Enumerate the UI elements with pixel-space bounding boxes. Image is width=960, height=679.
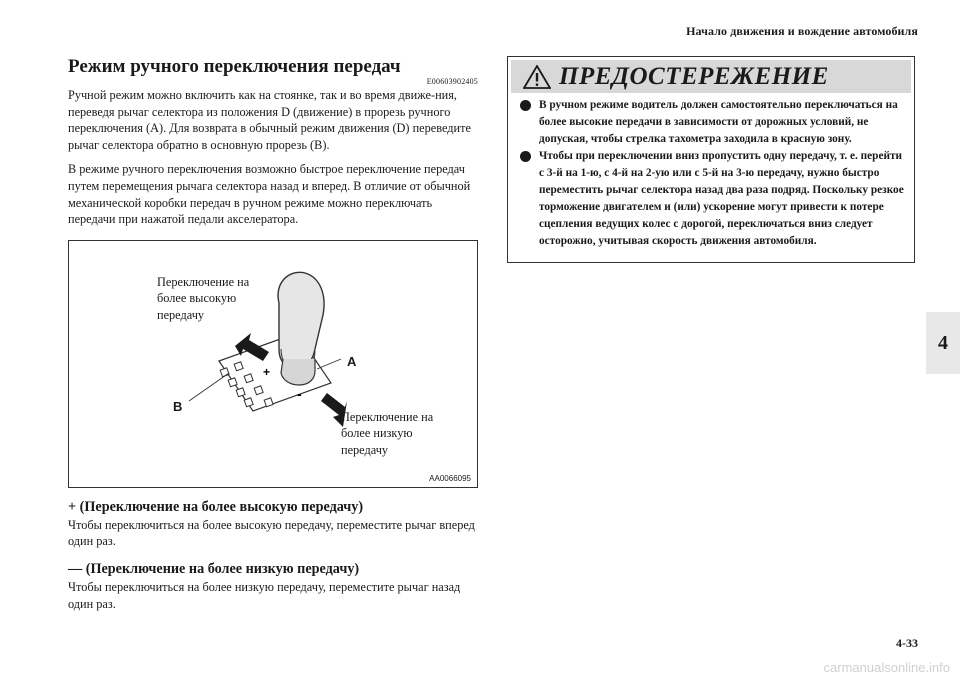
paragraph-description: В режиме ручного переключения возможно быстрое переключение передач путем перемещения рычага селектора назад и вперед. В отличие от обычной механической коробки передач в ручном режиме можно переключать передачи при нажатой педали акселератора. <box>68 162 471 227</box>
warning-title: ПРЕДОСТЕРЕЖЕНИЕ <box>559 62 829 90</box>
warning-item <box>520 97 904 148</box>
warning-icon <box>523 65 551 89</box>
leader-line-a <box>317 359 341 369</box>
warning-item-text: В ручном режиме водитель должен самостоятельно переключаться на более высокие передачи в зависимости от дорожных условий, не допуская, чтобы стрелка тахометра заходила в красную зону. <box>539 99 898 145</box>
plus-mark: + <box>263 364 271 379</box>
main-column <box>68 55 478 612</box>
chapter-tab: 4 <box>926 312 960 374</box>
warning-header <box>511 60 911 93</box>
downshift-heading: — (Переключение на более низкую передачу) <box>68 560 360 577</box>
letter-a: A <box>347 353 357 369</box>
running-header: Начало движения и вождение автомобиля <box>686 24 918 38</box>
section-title: Режим ручного переключения передач <box>68 56 401 77</box>
figure-code: AA0066095 <box>429 473 471 483</box>
leader-line-b <box>189 373 229 401</box>
warning-item <box>520 148 904 250</box>
upshift-text: Чтобы переключиться на более высокую передачу, переместите рычаг вперед один раз. <box>68 517 475 549</box>
bullet-icon <box>520 151 531 162</box>
upshift-label: Переключение на более высокую передачу <box>157 274 250 322</box>
warning-box <box>507 56 915 263</box>
warning-item-text: Чтобы при переключении вниз пропустить одну передачу, т. е. перейти с 3-й на 1-ю, с 4-й на 2-ую или с 5-й на 3-ю передачу, нужно быстро переместить рычаг селектора назад два раза подряд. Поскольку резкое торможение двигателем и (или) ускорение могут привести к потере сцепления ведущих колес с дорогой, переключаться вниз следует осторожно, учитывая скорость движения автомобиля. <box>539 150 904 247</box>
section-code: E00603902405 <box>426 77 478 86</box>
lever-boot <box>281 359 315 385</box>
letter-b: B <box>173 398 183 414</box>
upshift-heading: + (Переключение на более высокую передачу) <box>68 498 364 515</box>
minus-mark: - <box>297 385 302 402</box>
page-number: 4-33 <box>896 636 918 650</box>
shift-lever-figure <box>68 240 478 488</box>
paragraph-intro: Ручной режим можно включить как на стоянке, так и во время движе-ния, переведя рычаг селектора из положения D (движение) в прорезь ручного переключения (A). Для возврата в обычный режим движения (D) переведите рычаг селектора обратно в основную прорезь (B). <box>68 88 471 152</box>
downshift-text: Чтобы переключиться на более низкую передачу, переместите рычаг назад один раз. <box>68 579 461 611</box>
lever-knob <box>278 272 324 367</box>
warning-list <box>508 97 914 250</box>
downshift-label: Переключение на более низкую передачу <box>341 409 434 457</box>
watermark: carmanualsonline.info <box>823 660 950 675</box>
bullet-icon <box>520 100 531 111</box>
